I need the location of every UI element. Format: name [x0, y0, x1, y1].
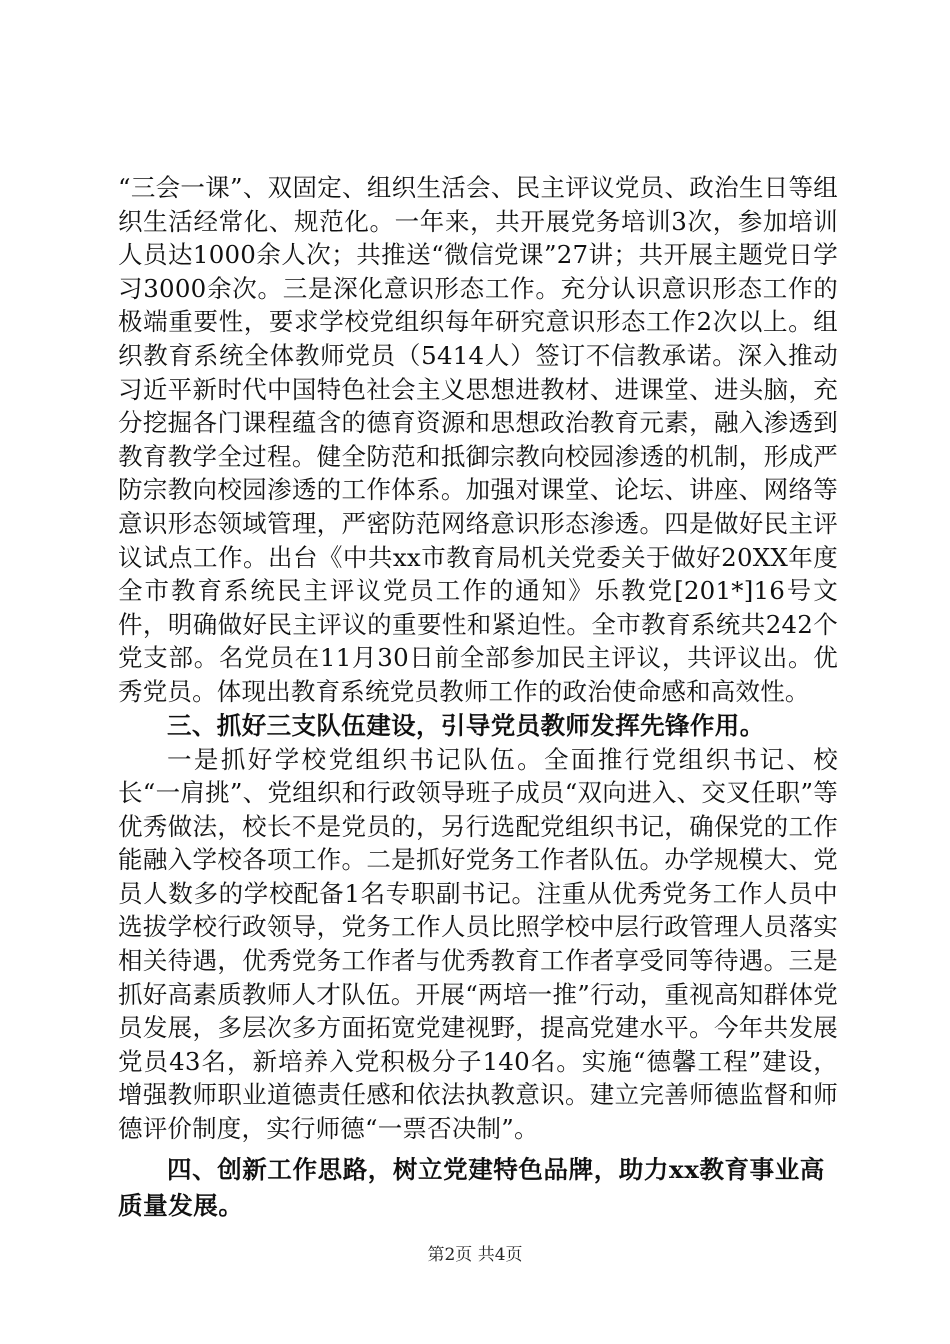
document-body: [118, 171, 838, 1224]
section-heading-4: 四、创新工作思路，树立党建特色品牌，助力xx教育事业高质量发展。: [118, 1154, 825, 1220]
body-paragraph-1: “三会一课”、双固定、组织生活会、民主评议党员、政治生日等组织生活经常化、规范化。一年来，共开展党务培训3次，参加培训人员达1000余人次；共推送“微信党课”27讲；共开展主题党日学习3000余次。三是深化意识形态工作。充分认识意识形态工作的极端重要性，要求学校党组织每年研究意识形态工作2次以上。组织教育系统全体教师党员（5414人）签订不信教承诺。深入推动习近平新时代中国特色社会主义思想进教材、进课堂、进头脑，充分挖掘各门课程蕴含的德育资源和思想政治教育元素，融入渗透到教育教学全过程。健全防范和抵御宗教向校园渗透的机制，形成严防宗教向校园渗透的工作体系。加强对课堂、论坛、讲座、网络等意识形态领域管理，严密防范网络意识形态渗透。四是做好民主评议试点工作。出台《中共xx市教育局机关党委关于做好20XX年度全市教育系统民主评议党员工作的通知》乐教党[201*]16号文件，明确做好民主评议的重要性和紧迫性。全市教育系统共242个党支部。名党员在11月30日前全部参加民主评议，共评议出。优秀党员。体现出教育系统党员教师工作的政治使命感和高效性。: [118, 173, 838, 706]
section-heading-3: 三、抓好三支队伍建设，引导党员教师发挥先锋作用。: [167, 710, 765, 740]
page-footer: 第2页 共4页: [427, 1245, 523, 1265]
body-paragraph-2: 一是抓好学校党组织书记队伍。全面推行党组织书记、校长“一肩挑”、党组织和行政领导班子成员“双向进入、交叉任职”等优秀做法，校长不是党员的，另行选配党组织书记，确保党的工作能融入学校各项工作。二是抓好党务工作者队伍。办学规模大、党员人数多的学校配备1名专职副书记。注重从优秀党务工作人员中选拔学校行政领导，党务工作人员比照学校中层行政管理人员落实相关待遇，优秀党务工作者与优秀教育工作者享受同等待遇。三是抓好高素质教师人才队伍。开展“两培一推”行动，重视高知群体党员发展，多层次多方面拓宽党建视野，提高党建水平。今年共发展党员43名，新培养入党积极分子140名。实施“德馨工程”建设，增强教师职业道德责任感和依法执教意识。建立完善师德监督和师德评价制度，实行师德“一票否决制”。: [118, 744, 838, 1144]
